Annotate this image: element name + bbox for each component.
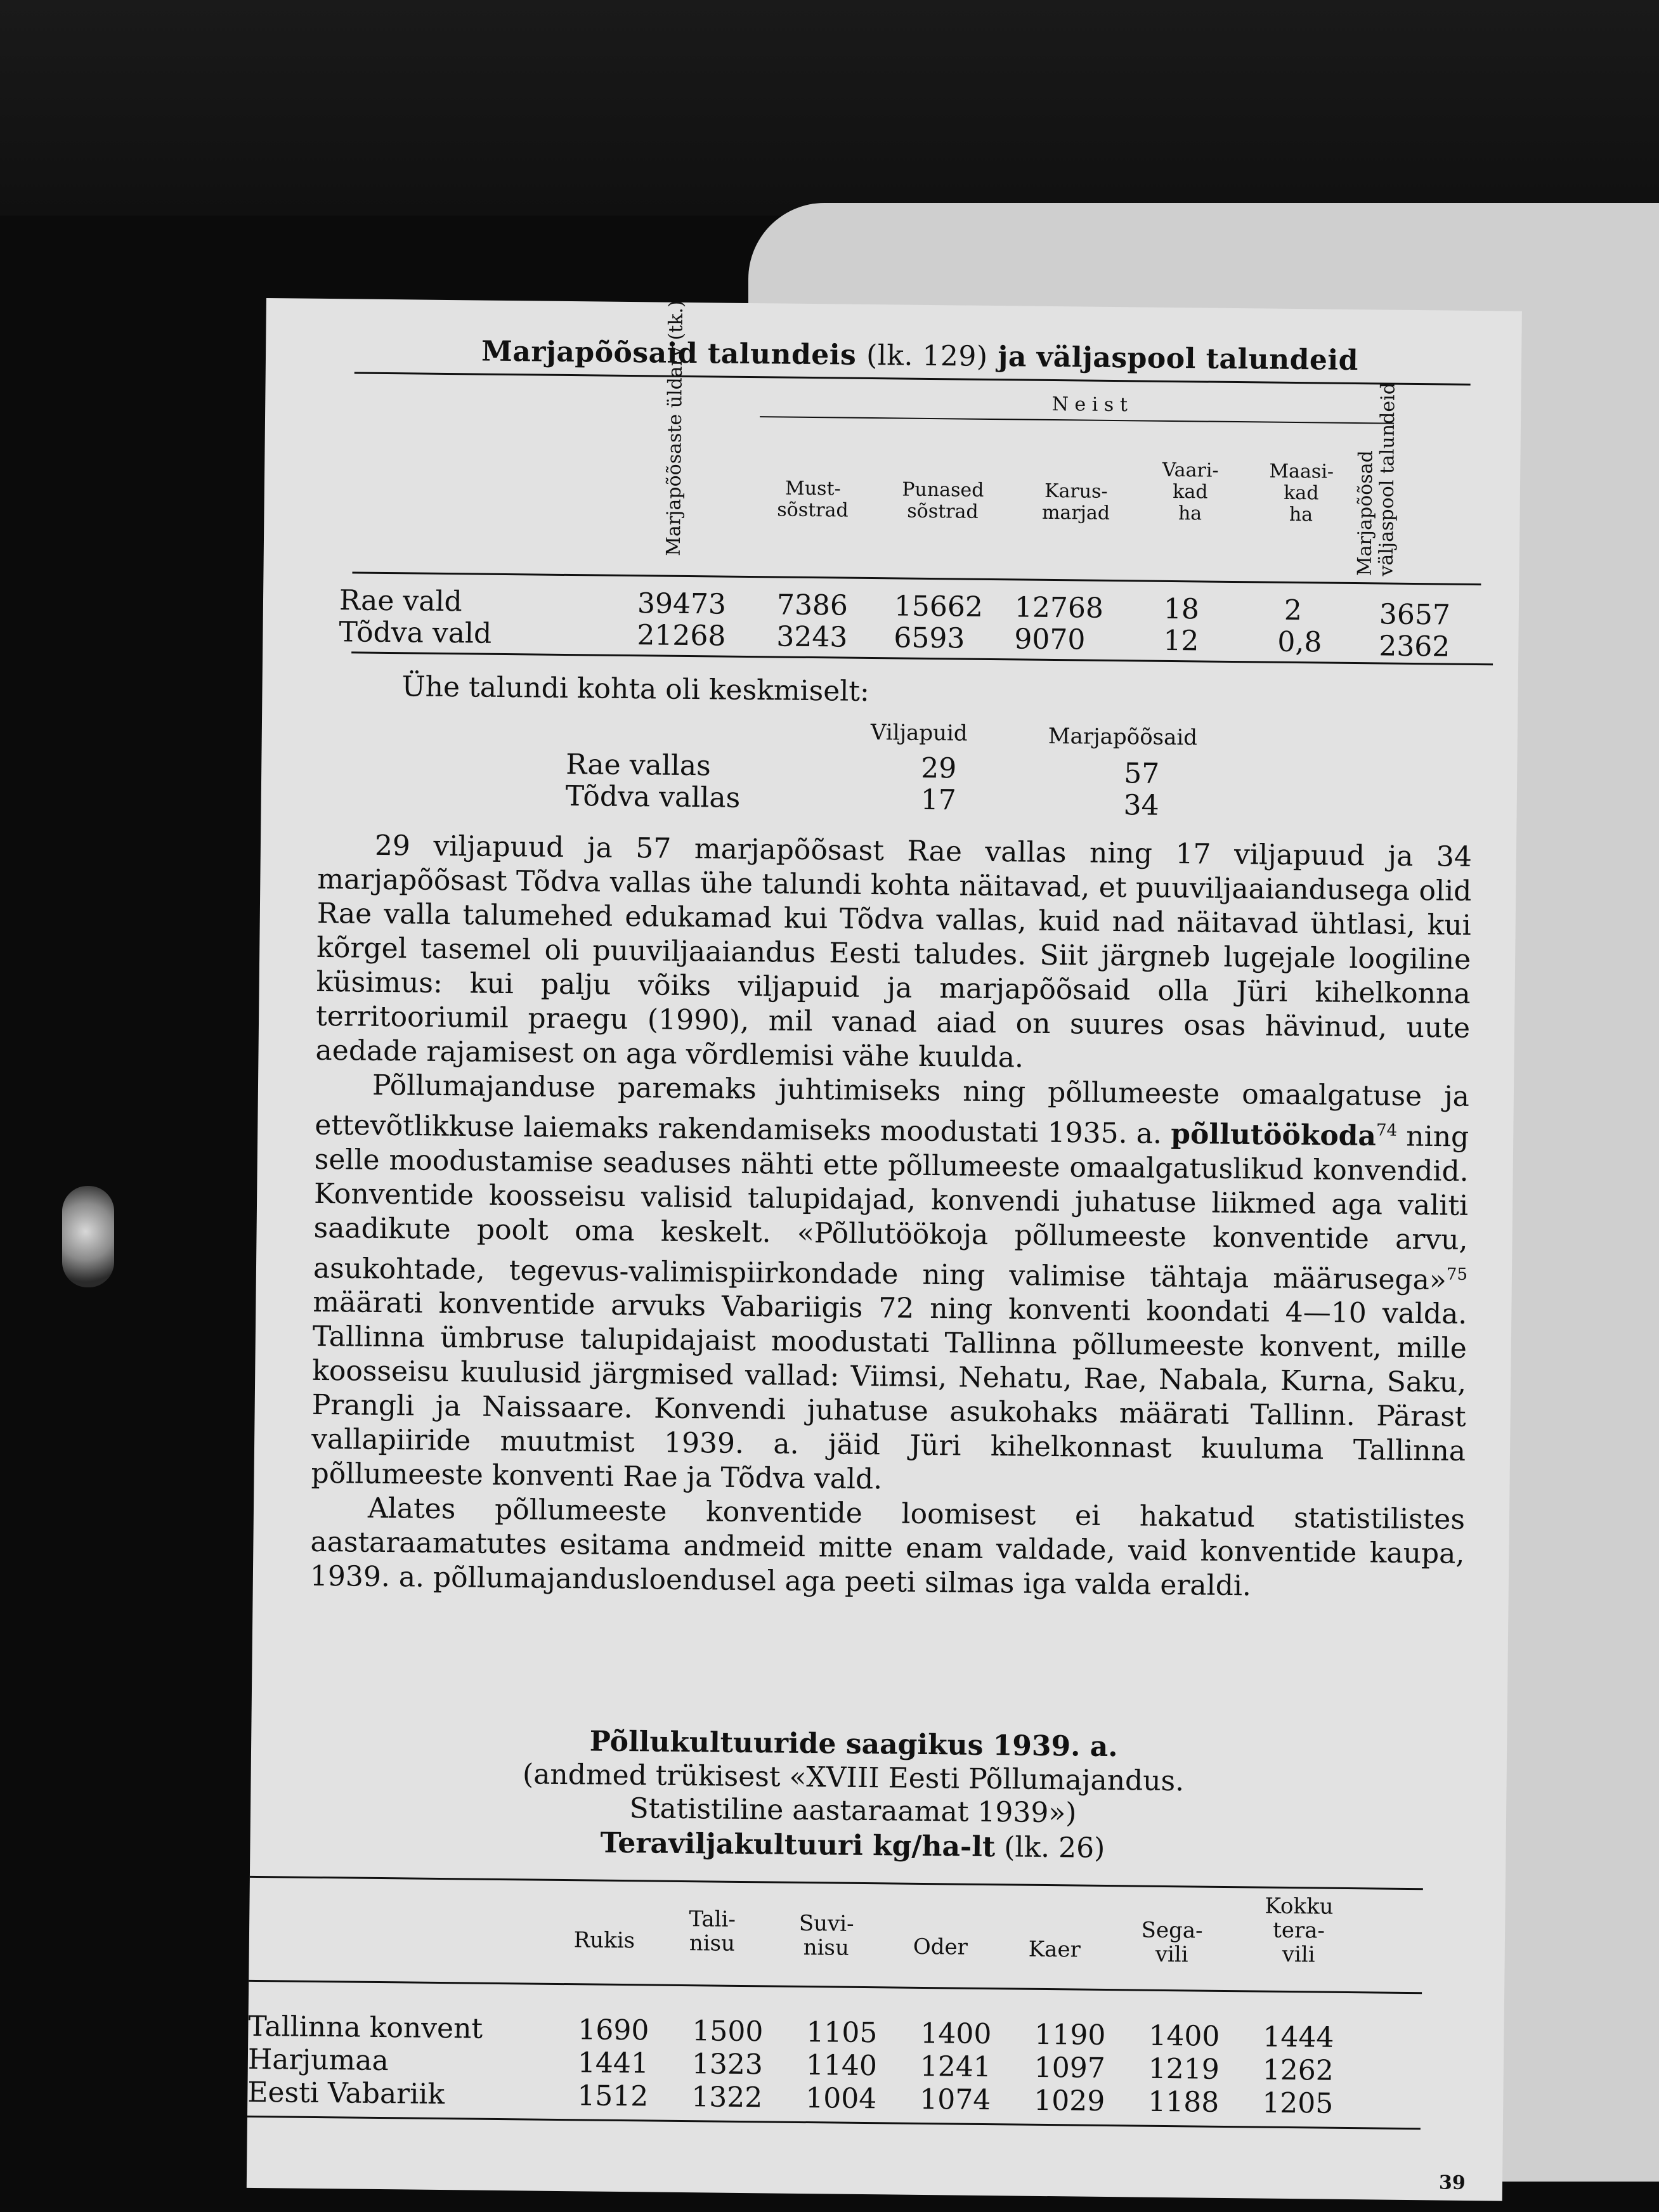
table-cell: 1241 xyxy=(920,2050,992,2084)
avg-col-header: Viljapuid xyxy=(870,720,968,746)
col-header: Oder xyxy=(913,1934,968,1960)
col-header: Tali- nisu xyxy=(689,1906,736,1956)
binder-ring xyxy=(62,1186,114,1287)
table-cell: 21268 xyxy=(637,619,726,653)
rule xyxy=(760,416,1394,424)
table-cell: 0,8 xyxy=(1277,625,1322,659)
col-header: Punased sõstrad xyxy=(902,478,984,523)
table-cell: 1140 xyxy=(805,2049,878,2083)
col-header: Rukis xyxy=(573,1927,635,1954)
col-total-header: Marjapõõsaste üldarv (tk.) xyxy=(662,300,688,556)
rule xyxy=(249,1980,1422,1994)
table-cell: 2362 xyxy=(1379,630,1450,663)
table-cell: 1188 xyxy=(1148,2085,1220,2119)
table-cell: 1190 xyxy=(1034,2018,1106,2052)
table-cell: 1322 xyxy=(691,2081,763,2114)
avg-cell: 29 xyxy=(921,751,957,785)
col-header: Vaari- kad ha xyxy=(1162,459,1219,525)
table-cell: 3243 xyxy=(776,620,848,654)
avg-cell: 34 xyxy=(1123,789,1159,822)
col-header: Karus- marjad xyxy=(1041,479,1110,524)
avg-heading: Ühe talundi kohta oli keskmiselt: xyxy=(401,670,870,708)
col-header: Kokku tera- vili xyxy=(1265,1893,1334,1968)
table-cell: 1074 xyxy=(920,2083,991,2117)
table-cell: 1690 xyxy=(578,2014,649,2047)
table2-source: (andmed trükisest «XVIII Eesti Põllumajandus. xyxy=(522,1758,1185,1798)
rule xyxy=(352,571,1481,585)
avg-row-label: Rae vallas xyxy=(566,748,712,783)
table-cell: 1029 xyxy=(1034,2084,1105,2118)
table-cell: 6593 xyxy=(894,621,965,655)
col-header: Maasi- kad ha xyxy=(1269,460,1334,526)
table-cell: 1105 xyxy=(806,2016,878,2050)
avg-cell: 57 xyxy=(1123,757,1160,790)
table-cell: 1219 xyxy=(1148,2052,1220,2086)
table2-source: Statistiline aastaraamat 1939») xyxy=(629,1792,1077,1830)
paragraph: Põllumajanduse paremaks juhtimiseks ning põllumeeste omaalgatuse ja ettevõtlikkuse laiemaks rakendamiseks moodustati 1935. a. põllutöökoda$^{74}$ ning selle moodustamise seaduses nähti ette põllumeeste omaalgatuslikud konvendid. Konventide koosseisu valisid talupidajad, konvendi juhatuse liikmed aga valiti saadikute poolt oma keskelt. «Põllutöökoja põllumeeste konventide arvu, asukohtade, tegevus-valimispiirkondade ning valimise tähtaja määrusega»$^{75}$ määrati konventide arvuks Vabariigis 72 ning konventi koondati 4—10 valda. Tallinna ümbruse talupidajaist moodustati Tallinna põllumeeste konvent, mille koosseisu kuulusid järgmised vallad: Viimsi, Nehatu, Rae, Nabala, Kurna, Saku, Prangli ja Naissaare. Konvendi juhatuse asukohaks määrati Tallinn. Pärast vallapiiride muutmist 1939. a. jäid Jüri kihelkonnast kuuluma Tallinna põllumeeste konventi Rae ja Tõdva vald. xyxy=(311,1069,1470,1496)
table-cell: 1097 xyxy=(1034,2051,1106,2085)
table-cell: 1205 xyxy=(1262,2086,1334,2120)
table-cell: 9070 xyxy=(1014,623,1086,656)
paragraph: 29 viljapuud ja 57 marjapõõsast Rae vallas ning 17 viljapuud ja 34 marjapõõsast Tõdva vallas ühe talundi kohta näitavad, et puuviljaaiandusega olid Rae valla talumehed edukamad kui Tõdva vallas, kuid nad näitavad ühtlasi, kui kõrgel tasemel oli puuviljaaiandus Eesti taludes. Siit järgneb lugejale loogiline küsimus: kui palju võiks viljapuid ja marjapõõsaid olla Jüri kihelkonna territooriumil praegu (1990), mil vanad aiad on suures osas hävinud, uute aedade rajamisest on aga võrdlemisi vähe kuulda. xyxy=(315,829,1473,1074)
table-cell: 2 xyxy=(1284,594,1303,627)
page-number: 39 xyxy=(1438,2171,1466,2194)
col-header: Must- sõstrad xyxy=(777,477,849,522)
row-label: Harjumaa xyxy=(247,2043,389,2078)
table-cell: 1004 xyxy=(805,2082,877,2116)
row-label: Eesti Vabariik xyxy=(247,2076,445,2111)
rule xyxy=(247,2116,1421,2130)
table-cell: 1512 xyxy=(577,2079,649,2113)
table-cell: 1323 xyxy=(691,2048,764,2081)
rule xyxy=(250,1876,1423,1890)
table-cell: 1262 xyxy=(1262,2053,1334,2087)
table-cell: 3657 xyxy=(1379,598,1451,632)
table-cell: 1400 xyxy=(920,2017,992,2051)
col-header: Kaer xyxy=(1028,1936,1081,1963)
table-cell: 7386 xyxy=(776,589,849,622)
table-cell: 1400 xyxy=(1148,2019,1220,2053)
table-cell: 39473 xyxy=(637,587,727,621)
col-header: Suvi- nisu xyxy=(798,1910,854,1961)
col-outside-header: Marjapõõsad väljaspool talundeid xyxy=(1353,382,1400,576)
footnote-ref: 74 xyxy=(1376,1121,1398,1140)
book-page xyxy=(247,298,1522,2201)
table-cell: 12768 xyxy=(1014,591,1104,625)
avg-cell: 17 xyxy=(920,783,957,817)
table-cell: 1441 xyxy=(577,2046,649,2080)
row-label: Rae vald xyxy=(339,584,463,618)
avg-row-label: Tõdva vallas xyxy=(565,779,741,814)
row-label: Tallinna konvent xyxy=(248,2010,483,2045)
table-cell: 1444 xyxy=(1263,2020,1334,2054)
avg-col-header: Marjapõõsaid xyxy=(1048,723,1198,751)
body-text xyxy=(310,828,1473,1606)
paragraph: Alates põllumeeste konventide loomisest ei hakatud statistilistes aastaraamatutes esitama andmeid mitte enam valdade, vaid konventide kaupa, 1939. a. põllumajandusloendusel aga peeti silmas iga valda eraldi. xyxy=(309,1492,1466,1603)
bold-term: põllutöökoda xyxy=(1171,1117,1377,1153)
group-header: N e i s t xyxy=(1051,393,1128,417)
table-cell: 18 xyxy=(1163,592,1200,626)
table1-title: Marjapõõsaid talundeis (lk. 129) ja väljaspool talundeid xyxy=(481,335,1359,377)
background-dark-area xyxy=(0,0,1659,216)
table-cell: 1500 xyxy=(692,2015,764,2048)
table2-subtitle: Teraviljakultuuri kg/ha-lt (lk. 26) xyxy=(600,1826,1105,1864)
row-label: Tõdva vald xyxy=(339,616,492,650)
col-header: Sega- vili xyxy=(1141,1917,1203,1968)
footnote-ref: 75 xyxy=(1446,1265,1468,1284)
table-cell: 15662 xyxy=(894,590,984,623)
table-cell: 12 xyxy=(1163,624,1199,658)
table2-title: Põllukultuuride saagikus 1939. a. xyxy=(589,1725,1118,1764)
